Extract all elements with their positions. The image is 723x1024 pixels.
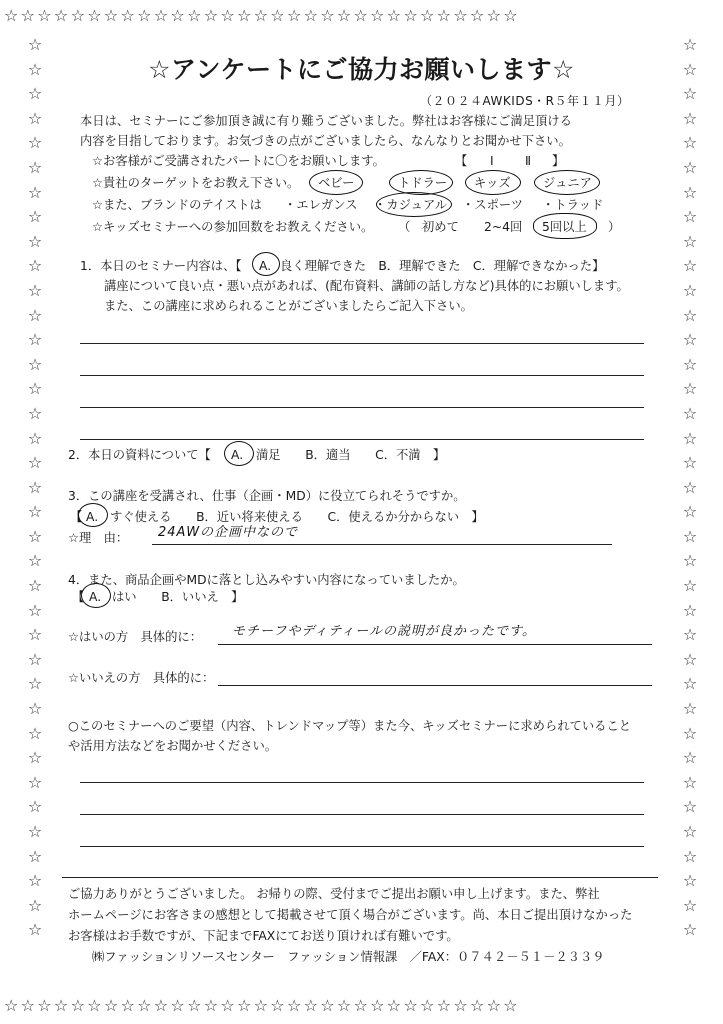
q4-prefix: 【 (72, 590, 85, 604)
taste-option-elegance[interactable]: ・エレガンス (284, 198, 358, 212)
q3-prefix: 【 (70, 510, 83, 524)
taste-question: ☆また、ブランドのテイストは (92, 198, 262, 212)
q4-no-label: ☆いいえの方 具体的に： (68, 671, 215, 685)
selection-circle (376, 192, 452, 217)
part-bracket-close: 】 (552, 154, 565, 168)
target-option-baby[interactable]: ベビー (318, 176, 355, 190)
answer-line[interactable] (80, 375, 644, 376)
request-line-1: ○このセミナーへのご要望（内容、トレンドマップ等）また今、キッズセミナーに求められていること (68, 719, 632, 733)
q4-line-1: 4．また、商品企画やMDに落とし込みやすい内容になっていましたか。 (68, 573, 465, 587)
target-question: ☆貴社のターゲットをお教え下さい。 (92, 176, 300, 190)
selection-circle (465, 170, 521, 195)
q4-yes-label: ☆はいの方 具体的に： (68, 630, 202, 644)
footer-divider (62, 877, 658, 878)
q4-option-a[interactable]: A. (89, 590, 102, 604)
taste-option-casual[interactable]: ・カジュアル (374, 198, 448, 212)
count-option-first[interactable]: 初めて (422, 220, 459, 234)
intro-line-1: 本日は、セミナーにご参加頂き誠に有り難うございました。弊社はお客様にご満足頂ける (80, 114, 572, 128)
part-option-2[interactable]: Ⅱ (525, 154, 532, 168)
intro-line-2: 内容を目指しております。お気づきの点がございましたら、なんなりとお聞かせ下さい。 (80, 134, 571, 148)
reason-line (152, 544, 612, 545)
count-paren-close: ） (608, 220, 621, 234)
target-option-kids[interactable]: キッズ (474, 176, 511, 190)
target-option-junior[interactable]: ジュニア (543, 176, 592, 190)
footer-line-3: お客様はお手数ですが、下記までFAXにてお送り頂ければ有難いです。 (68, 929, 459, 943)
answer-line[interactable] (80, 846, 644, 847)
q4-options: はい B．いいえ 】 (112, 590, 244, 604)
star-border-left: ☆ ☆ ☆ ☆ ☆ ☆ ☆ ☆ ☆ ☆ ☆ ☆ ☆ ☆ ☆ ☆ ☆ ☆ ☆ ☆ ☆ ☆ ☆ ☆ ☆ ☆ ☆ ☆ ☆ ☆ ☆ ☆ ☆ ☆ ☆ ☆ ☆ (27, 35, 43, 940)
answer-line[interactable] (80, 407, 644, 408)
part-question: ☆お客様がご受講されたパートに〇をお願いします。 (92, 154, 385, 168)
q1-prefix: 1．本日のセミナー内容は、【 (80, 259, 242, 273)
selection-circle (81, 583, 111, 608)
edition-label: （２０２４AWKIDS・R５年１１月） (420, 94, 630, 108)
q1-options: 良く理解できた B．理解できた C．理解できなかった】 (280, 259, 605, 273)
page-title: ☆アンケートにご協力お願いします☆ (148, 55, 575, 84)
q3-line-1: 3．この講座を受講され、仕事（企画・MD）に役立てられそうですか。 (68, 489, 466, 503)
q3-reason-label: ☆理 由： (68, 531, 129, 545)
part-option-1[interactable]: Ⅰ (490, 154, 494, 168)
answer-line[interactable] (80, 343, 644, 344)
q3-option-a[interactable]: A. (86, 510, 99, 524)
q2-prefix: 2．本日の資料について【 (68, 448, 211, 462)
selection-circle (309, 170, 363, 195)
count-question: ☆キッズセミナーへの参加回数をお教えください。 (92, 220, 374, 234)
part-bracket-open: 【 (455, 154, 468, 168)
target-option-toddler[interactable]: トドラー (398, 176, 448, 190)
q2-option-a[interactable]: A. (231, 448, 244, 462)
q1-line-3: また、この講座に求められることがございましたらご記入下さい。 (104, 299, 473, 313)
footer-line-1: ご協力ありがとうございました。 お帰りの際、受付までご提出お願い申し上げます。また、弊社 (68, 887, 600, 901)
q4-yes-answer[interactable]: モチーフやディティールの説明が良かったです。 (232, 624, 536, 639)
selection-circle (78, 503, 108, 527)
q1-line-2: 講座について良い点・悪い点があれば、(配布資料、講師の話し方など)具体的にお願いします。 (104, 279, 629, 293)
request-line-2: や活用方法などをお聞かせください。 (68, 739, 278, 753)
selection-circle (534, 170, 600, 195)
taste-option-trad[interactable]: ・トラッド (542, 198, 604, 212)
star-border-bottom: ☆☆☆☆☆☆☆☆☆☆☆☆☆☆☆☆☆☆☆☆☆☆☆☆☆☆☆☆☆☆☆ (4, 998, 520, 1014)
answer-line[interactable] (80, 814, 644, 815)
taste-option-sports[interactable]: ・スポーツ (462, 198, 523, 212)
q3-options: すぐ使える B．近い将来使える C．使えるか分からない 】 (110, 510, 484, 524)
answer-line[interactable] (80, 439, 644, 440)
selection-circle (224, 441, 254, 466)
q2-options: 満足 B．適当 C．不満 】 (256, 448, 446, 462)
answer-line[interactable] (218, 685, 652, 686)
footer-company: ㈱ファッションリソースセンター ファッション情報課 ／FAX：０７４２－５１－２３３９ (92, 950, 605, 964)
count-paren-open: （ (398, 220, 411, 234)
answer-line (218, 644, 652, 645)
star-border-top: ☆☆☆☆☆☆☆☆☆☆☆☆☆☆☆☆☆☆☆☆☆☆☆☆☆☆☆☆☆☆☆ (4, 8, 520, 24)
q3-reason-answer[interactable]: 24AWの企画中なので (158, 525, 299, 540)
selection-circle (533, 213, 597, 239)
star-border-right: ☆ ☆ ☆ ☆ ☆ ☆ ☆ ☆ ☆ ☆ ☆ ☆ ☆ ☆ ☆ ☆ ☆ ☆ ☆ ☆ ☆ ☆ ☆ ☆ ☆ ☆ ☆ ☆ ☆ ☆ ☆ ☆ ☆ ☆ ☆ ☆ ☆ (682, 35, 698, 940)
footer-line-2: ホームページにお客さまの感想として掲載させて頂く場合がございます。尚、本日ご提出頂けなかった (68, 908, 633, 922)
count-option-2to4[interactable]: 2~4回 (484, 220, 523, 234)
answer-line[interactable] (80, 782, 644, 783)
selection-circle (252, 252, 280, 276)
count-option-5plus[interactable]: 5回以上 (542, 220, 587, 234)
q1-option-a[interactable]: A. (259, 259, 272, 273)
